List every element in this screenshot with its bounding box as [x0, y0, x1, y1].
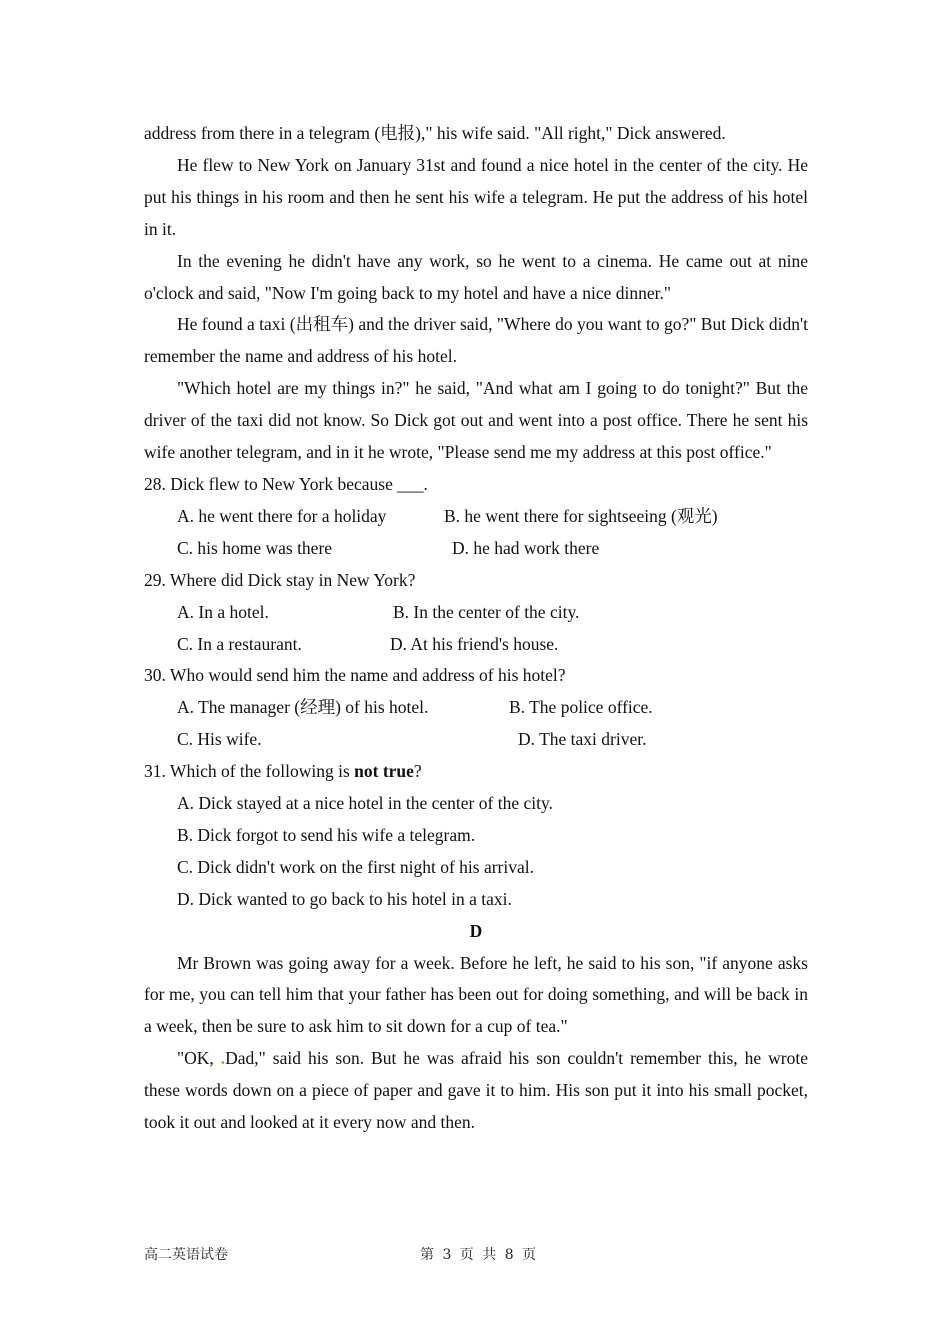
question-30-options-row-2 — [144, 724, 808, 756]
question-29-stem: 29. Where did Dick stay in New York? — [144, 569, 416, 590]
passage-c-paragraph-2: In the evening he didn't have any work, so he went to a cinema. He came out at nine o'clock and said, "Now I'm going back to my hotel and have a nice dinner." — [144, 250, 808, 303]
question-31-option-b: B. Dick forgot to send his wife a telegram. — [177, 824, 476, 845]
footer-exam-title: 高二英语试卷 — [144, 1247, 228, 1263]
passage-d-heading: D — [469, 920, 483, 941]
page-content — [144, 118, 808, 1139]
question-29-options-row-1 — [144, 597, 808, 629]
passage-c-paragraph-0: address from there in a telegram (电报)," his wife said. "All right," Dick answered. — [144, 123, 726, 143]
question-28-stem: 28. Dick flew to New York because ___. — [144, 473, 428, 494]
passage-d-paragraph-2-rest: Dad," said his son. But he was afraid his son couldn't remember this, he wrote these words down on a piece of paper and gave it to him. His son put it into his small pocket, took it out and looked at it every now and then. — [144, 1048, 808, 1133]
passage-d-paragraph-2-start: "OK, — [177, 1048, 221, 1069]
question-31-stem-text: 31. Which of the following is — [144, 761, 355, 782]
question-30-option-b: B. The police office. — [509, 697, 653, 718]
question-30-options-row-1 — [144, 692, 808, 724]
question-30-option-a: A. The manager (经理) of his hotel. — [177, 697, 429, 718]
question-30-stem: 30. Who would send him the name and address of his hotel? — [144, 665, 566, 686]
footer-page-number: 第 3 页 共 8 页 — [420, 1247, 537, 1263]
question-29-option-a: A. In a hotel. — [177, 601, 269, 622]
passage-d-paragraph-1: Mr Brown was going away for a week. Before he left, he said to his son, "if anyone asks for me, you can tell him that your father has been out for doing something, and will be back in a week, then be sure to ask him to sit down for a cup of tea." — [144, 952, 808, 1037]
question-31-option-d: D. Dick wanted to go back to his hotel in a taxi. — [177, 888, 512, 909]
stray-dot-mark: . — [220, 1048, 226, 1069]
question-28-options-row-2 — [144, 533, 808, 565]
question-31-stem-mark: ? — [413, 761, 422, 782]
question-29-option-d: D. At his friend's house. — [390, 633, 559, 654]
question-31-stem — [144, 756, 808, 788]
question-31-option-a: A. Dick stayed at a nice hotel in the center of the city. — [177, 793, 553, 814]
question-30-option-d: D. The taxi driver. — [518, 729, 647, 750]
question-30-option-c: C. His wife. — [177, 729, 262, 750]
question-29-option-c: C. In a restaurant. — [177, 633, 302, 654]
question-28-option-c: C. his home was there — [177, 537, 333, 558]
question-29-option-b: B. In the center of the city. — [393, 601, 580, 622]
question-28-option-d: D. he had work there — [452, 537, 600, 558]
question-28-option-b: B. he went there for sightseeing (观光) — [444, 505, 718, 526]
question-31-stem-emphasis: not true — [354, 761, 414, 782]
question-28-options-row-1 — [144, 501, 808, 533]
passage-c-paragraph-3: He found a taxi (出租车) and the driver said, "Where do you want to go?" But Dick didn't remember the name and address of his hotel. — [144, 314, 808, 367]
passage-c-paragraph-1: He flew to New York on January 31st and found a nice hotel in the center of the city. He put his things in his room and then he sent his wife a telegram. He put the address of his hotel in it. — [144, 154, 808, 239]
question-31-option-c: C. Dick didn't work on the first night of his arrival. — [177, 856, 534, 877]
question-29-options-row-2 — [144, 629, 808, 661]
question-28-option-a: A. he went there for a holiday — [177, 505, 387, 526]
passage-c-paragraph-4: "Which hotel are my things in?" he said, "And what am I going to do tonight?" But the driver of the taxi did not know. So Dick got out and went into a post office. There he sent his wife another telegram, and in it he wrote, "Please send me my address at this post office." — [144, 378, 808, 463]
passage-d-paragraph-2 — [144, 1043, 808, 1139]
